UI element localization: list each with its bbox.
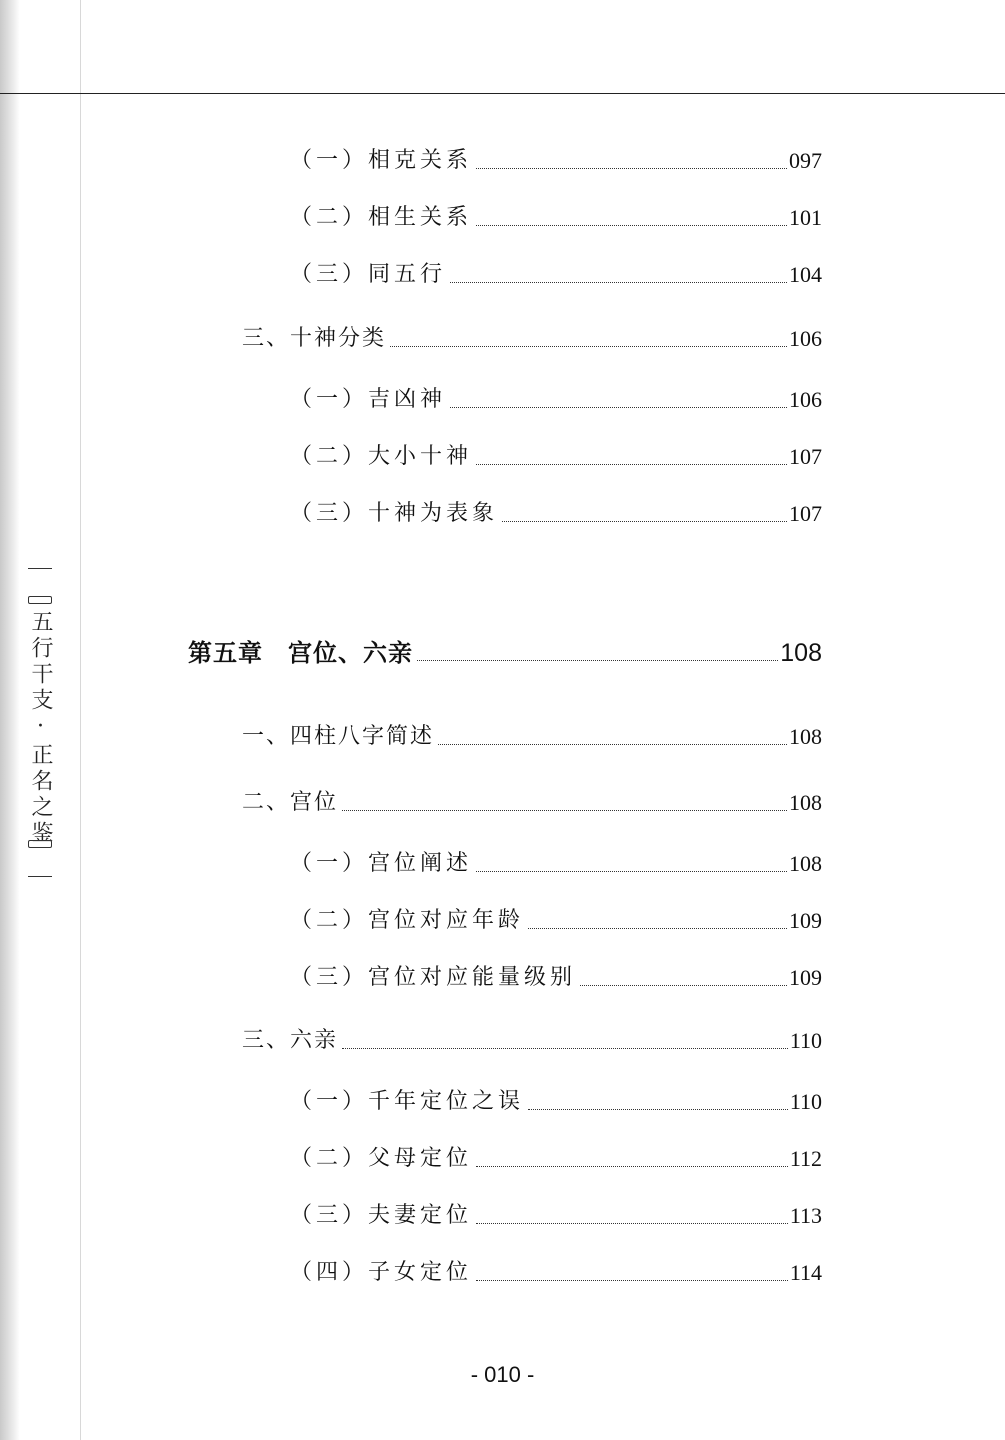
toc-entry-label: （三）十神为表象 [290, 501, 499, 526]
binding-shadow [0, 0, 20, 1440]
toc-leader-dots [476, 1280, 788, 1281]
toc-entry[interactable] [290, 499, 822, 529]
side-title-top-rule [28, 568, 52, 569]
toc-page-number: 112 [789, 1146, 822, 1171]
toc-page-number: 109 [789, 908, 822, 933]
toc-entry[interactable] [290, 146, 822, 176]
side-running-title [26, 568, 54, 878]
toc-page-number: 108 [789, 724, 822, 749]
toc-entry[interactable] [290, 260, 822, 290]
toc-leader-dots [528, 928, 787, 929]
toc-entry[interactable] [290, 849, 822, 879]
toc-entry-label: 一、四柱八字简述 [242, 724, 435, 749]
toc-page-number: 106 [789, 326, 822, 351]
toc-leader-dots [417, 660, 778, 661]
toc-page-number: 110 [789, 1028, 822, 1053]
toc-chapter-label: 第五章 宫位、六亲 [188, 639, 413, 667]
toc-leader-dots [528, 1109, 788, 1110]
toc-entry[interactable] [290, 1144, 822, 1174]
toc-entry[interactable] [242, 788, 822, 818]
toc-entry[interactable] [290, 203, 822, 233]
side-title-top-ornament [28, 596, 52, 604]
toc-entry-label: 二、宫位 [242, 790, 339, 815]
toc-page-number: 101 [789, 205, 822, 230]
toc-entry-label: （一）千年定位之误 [290, 1089, 525, 1114]
toc-leader-dots [342, 1048, 788, 1049]
toc-leader-dots [502, 521, 787, 522]
toc-leader-dots [580, 985, 787, 986]
toc-entry-label: （三）宫位对应能量级别 [290, 965, 577, 990]
toc-leader-dots [342, 810, 787, 811]
toc-page-number: 107 [789, 501, 822, 526]
toc-chapter-entry[interactable] [188, 634, 822, 668]
toc-entry[interactable] [290, 906, 822, 936]
toc-entry-label: （三）同五行 [290, 262, 447, 287]
side-title-text: 五行干支·正名之鉴 [28, 610, 53, 847]
toc-page-number: 107 [789, 444, 822, 469]
toc-entry[interactable] [290, 385, 822, 415]
toc-entry-label: 三、十神分类 [242, 326, 387, 351]
toc-entry-label: （二）宫位对应年龄 [290, 908, 525, 933]
toc-entry[interactable] [242, 722, 822, 752]
toc-page-number: 114 [789, 1260, 822, 1285]
toc-entry-label: （一）吉凶神 [290, 387, 447, 412]
toc-entry-label: 三、六亲 [242, 1028, 339, 1053]
toc-leader-dots [476, 225, 787, 226]
toc-entry-label: （一）相克关系 [290, 148, 473, 173]
toc-entry-label: （三）夫妻定位 [290, 1203, 473, 1228]
toc-entry-label: （一）宫位阐述 [290, 851, 473, 876]
toc-page-number: 104 [789, 262, 822, 287]
toc-page-number: 113 [789, 1203, 822, 1228]
toc-entry-label: （二）父母定位 [290, 1146, 473, 1171]
side-title-bottom-rule [28, 876, 52, 877]
margin-rule [80, 0, 81, 1440]
toc-page-number: 108 [789, 851, 822, 876]
toc-leader-dots [450, 282, 787, 283]
toc-entry[interactable] [290, 442, 822, 472]
toc-leader-dots [476, 871, 787, 872]
toc-page-number: 109 [789, 965, 822, 990]
toc-leader-dots [476, 1166, 788, 1167]
toc-page-number: 108 [780, 639, 822, 667]
toc-entry-label: （四）子女定位 [290, 1260, 473, 1285]
toc-leader-dots [476, 168, 787, 169]
toc-page-number: 106 [789, 387, 822, 412]
side-title-bottom-ornament [28, 840, 52, 848]
toc-entry-label: （二）大小十神 [290, 444, 473, 469]
toc-entry[interactable] [242, 1026, 822, 1056]
header-rule [0, 93, 1005, 94]
toc-leader-dots [390, 346, 787, 347]
toc-entry[interactable] [290, 1258, 822, 1288]
toc-page-number: 108 [789, 790, 822, 815]
toc-leader-dots [476, 1223, 788, 1224]
toc-leader-dots [476, 464, 787, 465]
toc-entry[interactable] [290, 1087, 822, 1117]
page-number-footer: - 010 - [470, 1362, 535, 1387]
toc-entry[interactable] [290, 1201, 822, 1231]
toc-page-number: 110 [789, 1089, 822, 1114]
toc-leader-dots [438, 744, 787, 745]
toc-entry-label: （二）相生关系 [290, 205, 473, 230]
toc-entry[interactable] [242, 324, 822, 354]
toc-leader-dots [450, 407, 787, 408]
toc-page-number: 097 [789, 148, 822, 173]
toc-entry[interactable] [290, 963, 822, 993]
